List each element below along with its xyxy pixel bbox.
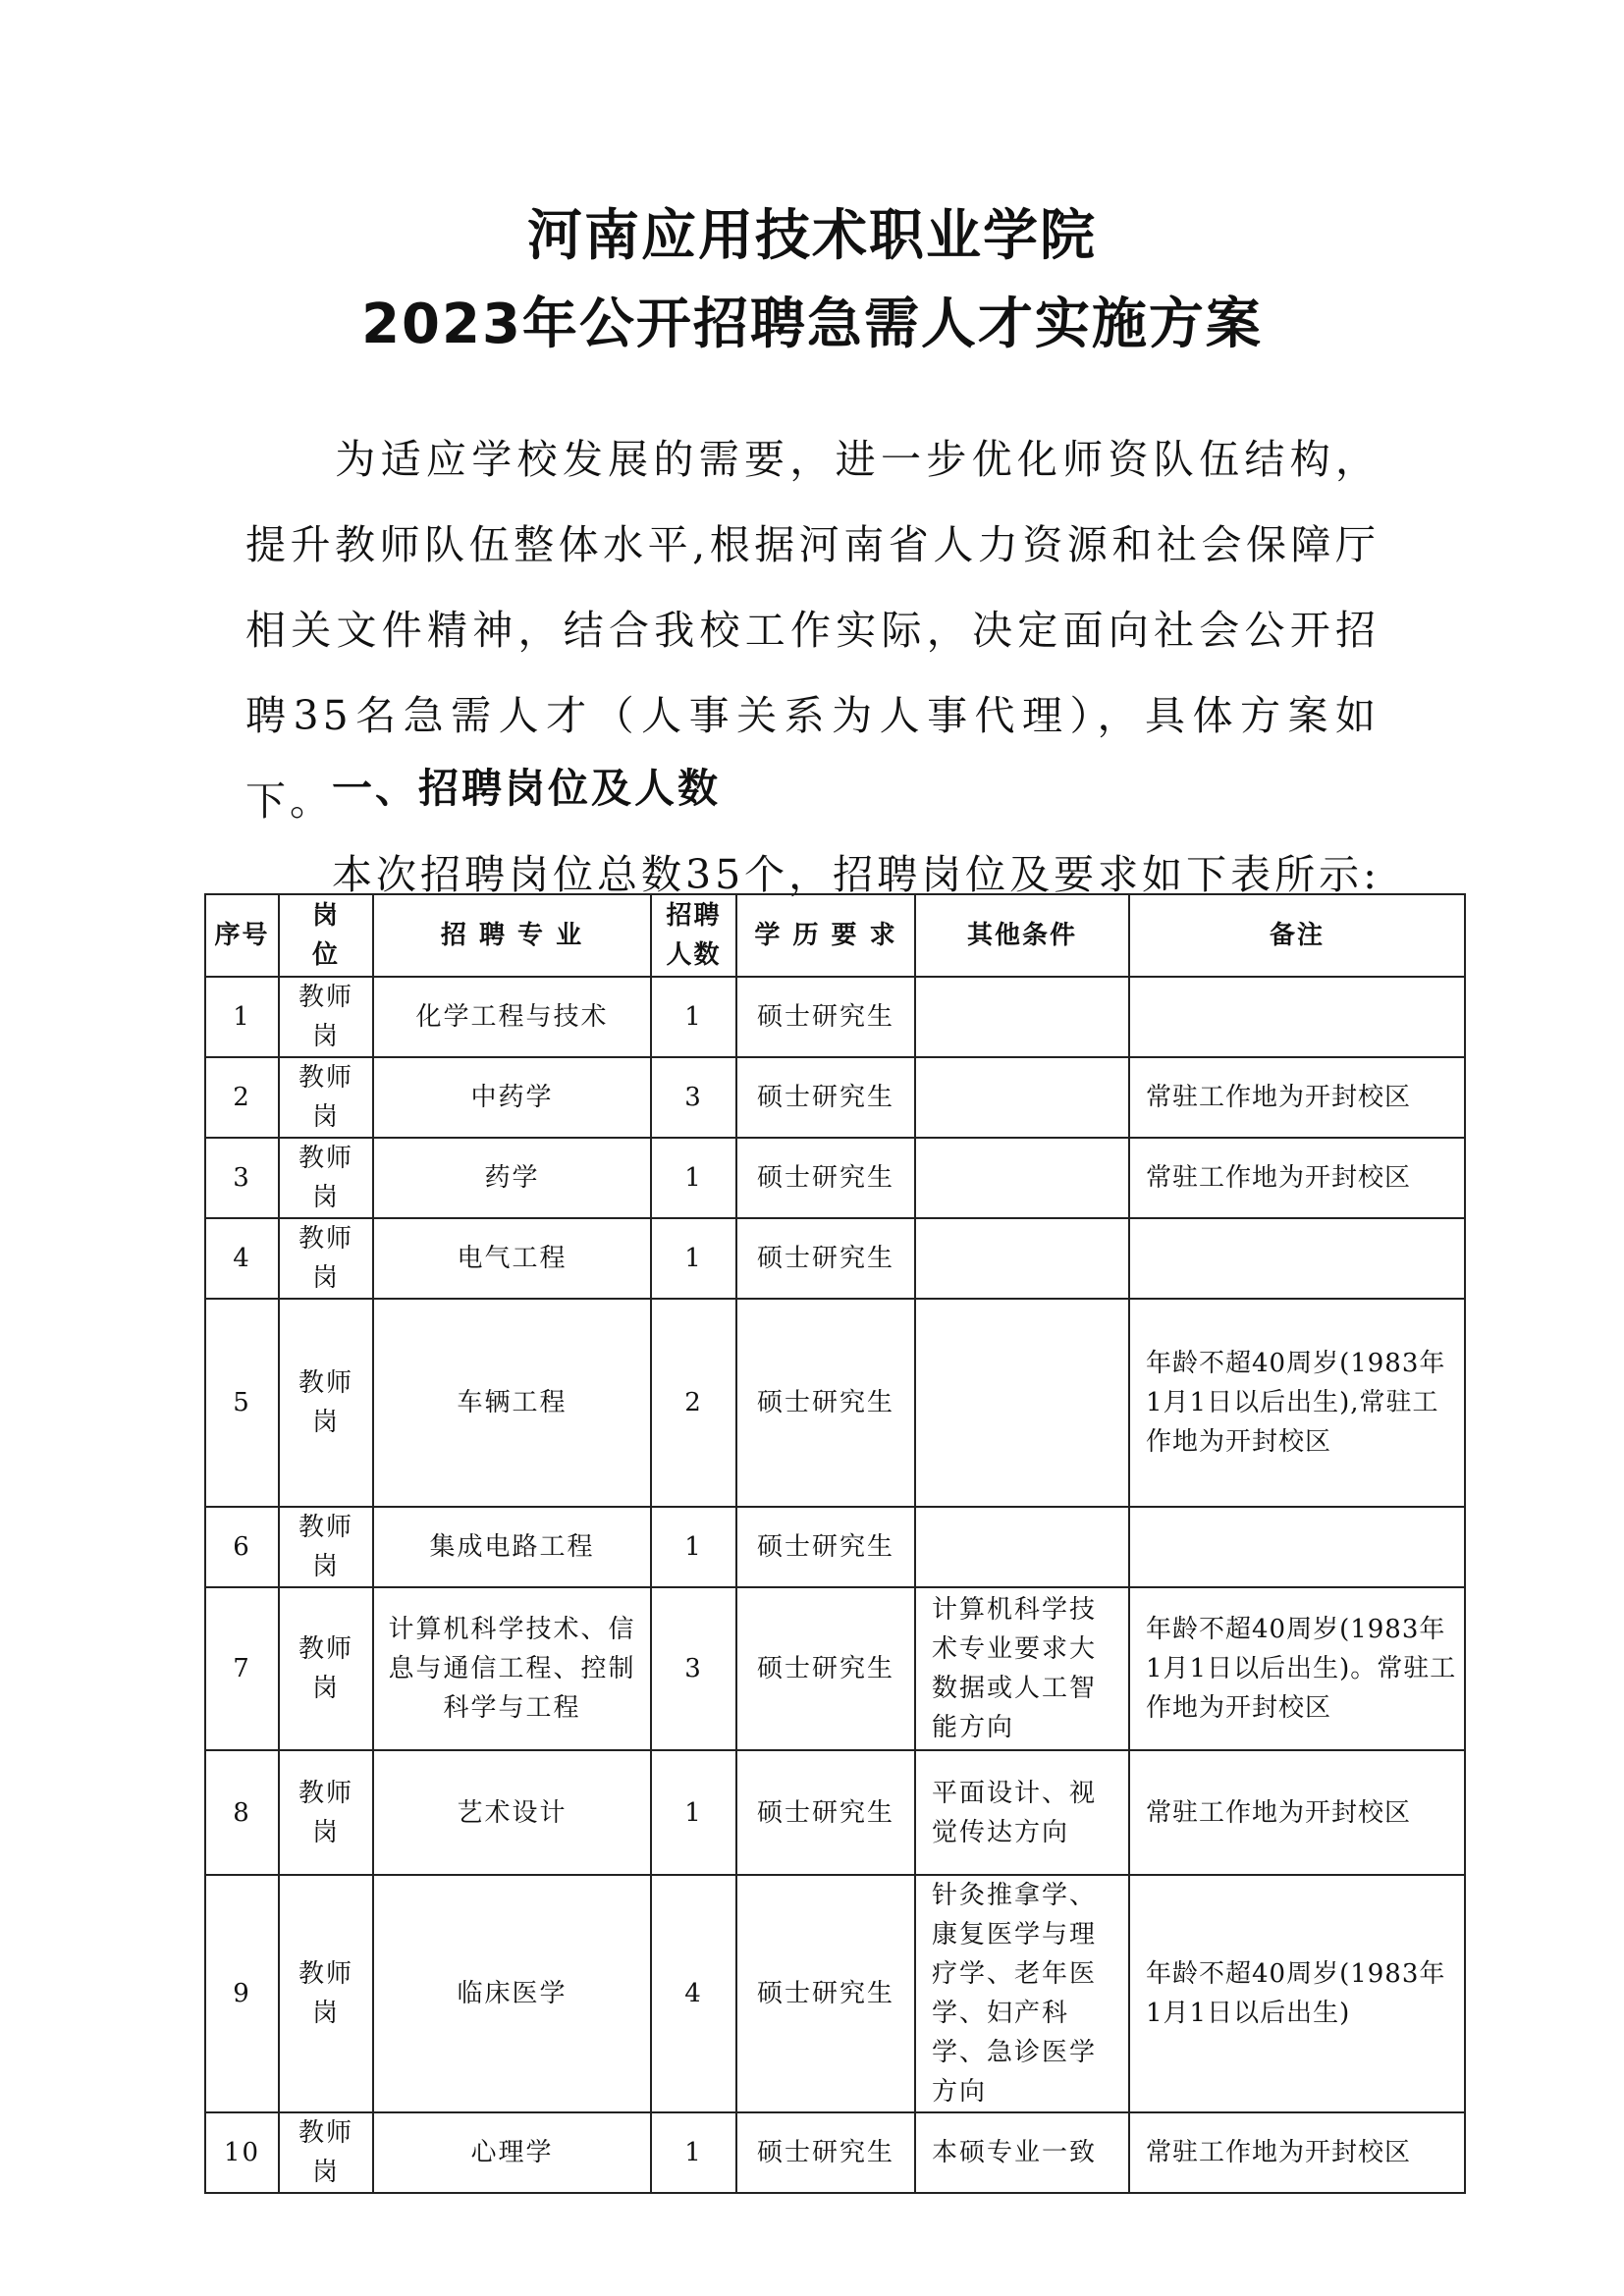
cell-post: 教师岗 <box>279 1057 373 1138</box>
cell-count: 1 <box>651 1138 736 1218</box>
cell-cond: 本硕专业一致 <box>915 2112 1129 2193</box>
cell-note: 年龄不超40周岁(1983年1月1日以后出生),常驻工作地为开封校区 <box>1129 1299 1465 1507</box>
cell-major: 化学工程与技术 <box>373 977 651 1057</box>
cell-edu: 硕士研究生 <box>736 1750 915 1875</box>
cell-no: 6 <box>205 1507 279 1587</box>
cell-cond <box>915 1138 1129 1218</box>
cell-note: 常驻工作地为开封校区 <box>1129 1057 1465 1138</box>
cell-count: 1 <box>651 977 736 1057</box>
cell-no: 7 <box>205 1587 279 1750</box>
cell-post: 教师岗 <box>279 1299 373 1507</box>
cell-post: 教师岗 <box>279 1875 373 2112</box>
cell-edu: 硕士研究生 <box>736 1875 915 2112</box>
doc-title-line1: 河南应用技术职业学院 <box>527 204 1097 268</box>
table-header-row <box>205 894 1465 977</box>
doc-title-line2: 2023年公开招聘急需人才实施方案 <box>361 293 1263 356</box>
cell-post: 教师岗 <box>279 1750 373 1875</box>
cell-cond: 针灸推拿学、康复医学与理疗学、老年医学、妇产科学、急诊医学方向 <box>915 1875 1129 2112</box>
cell-no: 4 <box>205 1218 279 1299</box>
cell-post: 教师岗 <box>279 1507 373 1587</box>
cell-cond <box>915 977 1129 1057</box>
cell-note: 年龄不超40周岁(1983年1月1日以后出生) <box>1129 1875 1465 2112</box>
cell-cond <box>915 1299 1129 1507</box>
cell-edu: 硕士研究生 <box>736 1218 915 1299</box>
cell-edu: 硕士研究生 <box>736 1057 915 1138</box>
cell-edu: 硕士研究生 <box>736 1507 915 1587</box>
cell-cond: 平面设计、视觉传达方向 <box>915 1750 1129 1875</box>
cell-cond <box>915 1057 1129 1138</box>
header-post: 岗 位 <box>279 894 373 977</box>
table-row <box>205 1507 1465 1587</box>
cell-no: 2 <box>205 1057 279 1138</box>
cell-post: 教师岗 <box>279 1218 373 1299</box>
cell-no: 3 <box>205 1138 279 1218</box>
cell-count: 1 <box>651 1750 736 1875</box>
cell-count: 1 <box>651 1218 736 1299</box>
cell-major: 计算机科学技术、信息与通信工程、控制科学与工程 <box>373 1587 651 1750</box>
cell-note: 年龄不超40周岁(1983年1月1日以后出生)。常驻工作地为开封校区 <box>1129 1587 1465 1750</box>
table-row <box>205 1299 1465 1507</box>
cell-major: 心理学 <box>373 2112 651 2193</box>
cell-edu: 硕士研究生 <box>736 1138 915 1218</box>
cell-edu: 硕士研究生 <box>736 977 915 1057</box>
cell-post: 教师岗 <box>279 977 373 1057</box>
cell-major: 中药学 <box>373 1057 651 1138</box>
table-row <box>205 977 1465 1057</box>
section1-intro: 本次招聘岗位总数35个，招聘岗位及要求如下表所示: <box>332 851 1380 898</box>
table-row <box>205 1750 1465 1875</box>
cell-count: 3 <box>651 1587 736 1750</box>
header-note: 备注 <box>1129 894 1465 977</box>
cell-note <box>1129 1218 1465 1299</box>
recruitment-table <box>204 893 1466 2194</box>
cell-note <box>1129 1507 1465 1587</box>
cell-no: 5 <box>205 1299 279 1507</box>
table-row <box>205 1057 1465 1138</box>
cell-count: 3 <box>651 1057 736 1138</box>
cell-no: 10 <box>205 2112 279 2193</box>
table-row <box>205 1587 1465 1750</box>
cell-no: 8 <box>205 1750 279 1875</box>
header-edu: 学 历 要 求 <box>736 894 915 977</box>
cell-major: 药学 <box>373 1138 651 1218</box>
table-row <box>205 1875 1465 2112</box>
cell-edu: 硕士研究生 <box>736 2112 915 2193</box>
cell-cond <box>915 1218 1129 1299</box>
cell-post: 教师岗 <box>279 2112 373 2193</box>
cell-no: 1 <box>205 977 279 1057</box>
cell-major: 车辆工程 <box>373 1299 651 1507</box>
header-major: 招 聘 专 业 <box>373 894 651 977</box>
cell-major: 艺术设计 <box>373 1750 651 1875</box>
cell-major: 临床医学 <box>373 1875 651 2112</box>
section1-heading: 一、招聘岗位及人数 <box>332 765 721 812</box>
cell-edu: 硕士研究生 <box>736 1587 915 1750</box>
cell-post: 教师岗 <box>279 1138 373 1218</box>
table-row <box>205 2112 1465 2193</box>
table-row <box>205 1138 1465 1218</box>
cell-cond <box>915 1507 1129 1587</box>
cell-no: 9 <box>205 1875 279 2112</box>
header-no: 序号 <box>205 894 279 977</box>
cell-note <box>1129 977 1465 1057</box>
cell-post: 教师岗 <box>279 1587 373 1750</box>
cell-major: 集成电路工程 <box>373 1507 651 1587</box>
cell-count: 1 <box>651 1507 736 1587</box>
cell-count: 2 <box>651 1299 736 1507</box>
cell-major: 电气工程 <box>373 1218 651 1299</box>
cell-note: 常驻工作地为开封校区 <box>1129 2112 1465 2193</box>
cell-note: 常驻工作地为开封校区 <box>1129 1750 1465 1875</box>
header-count: 招聘人数 <box>651 894 736 977</box>
cell-count: 4 <box>651 1875 736 2112</box>
table-row <box>205 1218 1465 1299</box>
cell-count: 1 <box>651 2112 736 2193</box>
cell-cond: 计算机科学技术专业要求大数据或人工智能方向 <box>915 1587 1129 1750</box>
cell-edu: 硕士研究生 <box>736 1299 915 1507</box>
cell-note: 常驻工作地为开封校区 <box>1129 1138 1465 1218</box>
intro-paragraph-text: 为适应学校发展的需要，进一步优化师资队伍结构，提升教师队伍整体水平,根据河南省人力资源和社会保障厅相关文件精神，结合我校工作实际，决定面向社会公开招聘35名急需人才（人事关系为人事代理），具体方案如下。 <box>245 436 1380 825</box>
header-cond: 其他条件 <box>915 894 1129 977</box>
